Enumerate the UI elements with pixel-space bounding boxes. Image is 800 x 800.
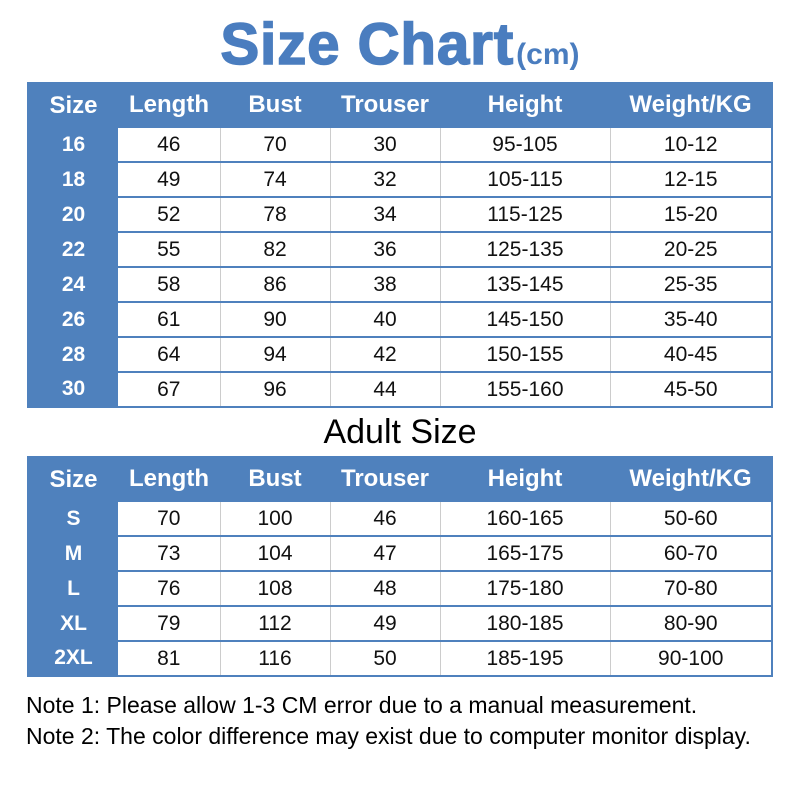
size-label-cell: 30: [28, 372, 118, 407]
value-cell: 105-115: [440, 162, 610, 197]
value-cell: 50-60: [610, 501, 772, 536]
note-1: Note 1: Please allow 1-3 CM error due to a manual measurement.: [26, 692, 698, 718]
value-cell: 116: [220, 641, 330, 676]
value-cell: 78: [220, 197, 330, 232]
value-cell: 82: [220, 232, 330, 267]
size-label-cell: L: [28, 571, 118, 606]
value-cell: 35-40: [610, 302, 772, 337]
column-header-bust: Bust: [220, 457, 330, 501]
value-cell: 20-25: [610, 232, 772, 267]
value-cell: 96: [220, 372, 330, 407]
value-cell: 49: [330, 606, 440, 641]
value-cell: 94: [220, 337, 330, 372]
adult-size-heading: Adult Size: [323, 413, 477, 451]
size-label-cell: 22: [28, 232, 118, 267]
value-cell: 80-90: [610, 606, 772, 641]
column-header-weight-kg: Weight/KG: [610, 83, 772, 127]
value-cell: 47: [330, 536, 440, 571]
value-cell: 25-35: [610, 267, 772, 302]
value-cell: 104: [220, 536, 330, 571]
value-cell: 81: [118, 641, 220, 676]
size-label-cell: XL: [28, 606, 118, 641]
youth-table-body: [28, 127, 772, 407]
column-header-weight-kg: Weight/KG: [610, 457, 772, 501]
value-cell: 74: [220, 162, 330, 197]
value-cell: 34: [330, 197, 440, 232]
size-row-16: [28, 127, 772, 162]
value-cell: 135-145: [440, 267, 610, 302]
column-header-trouser: Trouser: [330, 83, 440, 127]
value-cell: 180-185: [440, 606, 610, 641]
value-cell: 46: [118, 127, 220, 162]
size-row-2xl: [28, 641, 772, 676]
youth-table-header-row: [28, 83, 772, 127]
value-cell: 115-125: [440, 197, 610, 232]
column-header-height: Height: [440, 83, 610, 127]
page-title: [0, 0, 800, 82]
value-cell: 46: [330, 501, 440, 536]
value-cell: 15-20: [610, 197, 772, 232]
value-cell: 150-155: [440, 337, 610, 372]
size-row-xl: [28, 606, 772, 641]
value-cell: 64: [118, 337, 220, 372]
value-cell: 55: [118, 232, 220, 267]
size-row-20: [28, 197, 772, 232]
value-cell: 160-165: [440, 501, 610, 536]
value-cell: 86: [220, 267, 330, 302]
size-row-28: [28, 337, 772, 372]
value-cell: 70: [118, 501, 220, 536]
value-cell: 40: [330, 302, 440, 337]
value-cell: 145-150: [440, 302, 610, 337]
value-cell: 90-100: [610, 641, 772, 676]
value-cell: 70-80: [610, 571, 772, 606]
size-row-30: [28, 372, 772, 407]
size-row-24: [28, 267, 772, 302]
value-cell: 36: [330, 232, 440, 267]
value-cell: 10-12: [610, 127, 772, 162]
size-row-s: [28, 501, 772, 536]
size-label-cell: 26: [28, 302, 118, 337]
size-label-cell: 18: [28, 162, 118, 197]
value-cell: 58: [118, 267, 220, 302]
size-label-cell: M: [28, 536, 118, 571]
youth-size-table: [27, 82, 773, 408]
value-cell: 61: [118, 302, 220, 337]
value-cell: 48: [330, 571, 440, 606]
adult-table-header-row: [28, 457, 772, 501]
notes-block: [26, 690, 800, 752]
value-cell: 12-15: [610, 162, 772, 197]
value-cell: 50: [330, 641, 440, 676]
column-header-height: Height: [440, 457, 610, 501]
value-cell: 42: [330, 337, 440, 372]
value-cell: 70: [220, 127, 330, 162]
value-cell: 40-45: [610, 337, 772, 372]
value-cell: 165-175: [440, 536, 610, 571]
value-cell: 100: [220, 501, 330, 536]
value-cell: 155-160: [440, 372, 610, 407]
size-row-18: [28, 162, 772, 197]
value-cell: 52: [118, 197, 220, 232]
value-cell: 38: [330, 267, 440, 302]
page-title-unit: (cm): [516, 38, 580, 71]
adult-size-table: [27, 456, 773, 677]
value-cell: 73: [118, 536, 220, 571]
column-header-bust: Bust: [220, 83, 330, 127]
size-label-cell: 16: [28, 127, 118, 162]
column-header-length: Length: [118, 457, 220, 501]
size-label-cell: S: [28, 501, 118, 536]
size-label-cell: 20: [28, 197, 118, 232]
column-header-size: Size: [28, 457, 118, 501]
value-cell: 90: [220, 302, 330, 337]
value-cell: 95-105: [440, 127, 610, 162]
column-header-size: Size: [28, 83, 118, 127]
size-label-cell: 2XL: [28, 641, 118, 676]
value-cell: 67: [118, 372, 220, 407]
value-cell: 185-195: [440, 641, 610, 676]
value-cell: 44: [330, 372, 440, 407]
value-cell: 76: [118, 571, 220, 606]
size-label-cell: 28: [28, 337, 118, 372]
value-cell: 108: [220, 571, 330, 606]
note-2: Note 2: The color difference may exist due to computer monitor display.: [26, 723, 751, 749]
size-label-cell: 24: [28, 267, 118, 302]
value-cell: 125-135: [440, 232, 610, 267]
size-row-l: [28, 571, 772, 606]
value-cell: 112: [220, 606, 330, 641]
value-cell: 79: [118, 606, 220, 641]
value-cell: 30: [330, 127, 440, 162]
value-cell: 32: [330, 162, 440, 197]
page-title-text: Size Chart: [220, 12, 515, 77]
adult-table-body: [28, 501, 772, 676]
size-row-22: [28, 232, 772, 267]
column-header-trouser: Trouser: [330, 457, 440, 501]
size-row-m: [28, 536, 772, 571]
value-cell: 45-50: [610, 372, 772, 407]
value-cell: 175-180: [440, 571, 610, 606]
column-header-length: Length: [118, 83, 220, 127]
value-cell: 49: [118, 162, 220, 197]
size-row-26: [28, 302, 772, 337]
value-cell: 60-70: [610, 536, 772, 571]
